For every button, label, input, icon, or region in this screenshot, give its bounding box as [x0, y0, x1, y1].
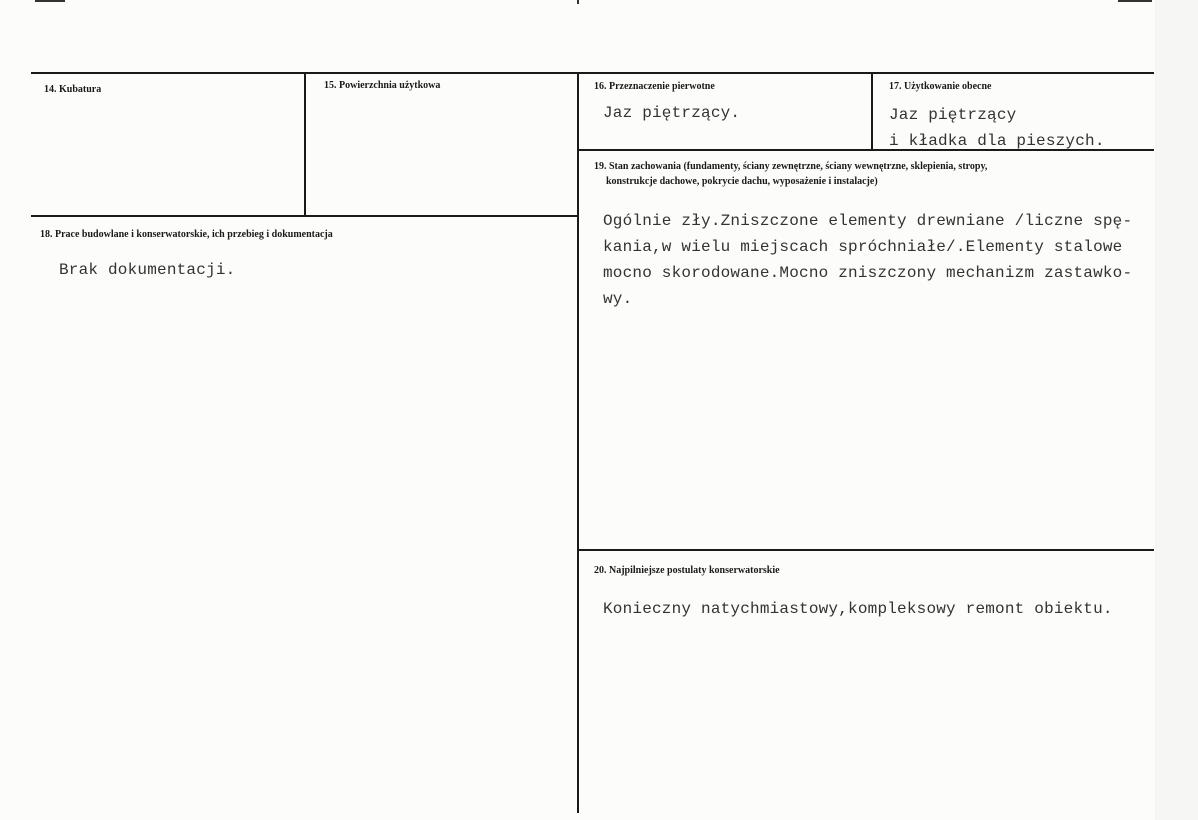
row-top-rule — [31, 72, 1154, 74]
field-17-value-line-2: i kładka dla pieszych. — [889, 132, 1105, 150]
top-tick-right — [1118, 0, 1152, 2]
rule-below-15 — [31, 215, 578, 217]
field-15-label: 15. Powierzchnia użytkowa — [324, 80, 441, 91]
field-19-label-line-2: konstrukcje dachowe, pokrycie dachu, wyposażenie i instalacje) — [606, 176, 878, 187]
field-19-value-line-3: mocno skorodowane.Mocno zniszczony mechanizm zastawko- — [603, 264, 1133, 282]
field-20-label: 20. Najpilniejsze postulaty konserwatorskie — [594, 565, 780, 576]
field-14-label: 14. Kubatura — [44, 84, 102, 95]
field-20-value: Konieczny natychmiastowy,kompleksowy remont obiektu. — [603, 600, 1113, 618]
field-19-value-line-4: wy. — [603, 290, 633, 308]
field-19-value-line-1: Ogólnie zły.Zniszczone elementy drewniane /liczne spę- — [603, 212, 1133, 230]
field-19-label-line-1: 19. Stan zachowania (fundamenty, ściany zewnętrzne, ściany wewnętrzne, sklepienia, stropy, — [594, 161, 988, 172]
divider-14-15 — [304, 73, 306, 217]
top-tick-center — [577, 0, 579, 4]
divider-16-17 — [871, 73, 873, 150]
field-18-label: 18. Prace budowlane i konserwatorskie, ich przebieg i dokumentacja — [40, 229, 333, 240]
card-edge-shadow — [1155, 0, 1198, 820]
field-16-value: Jaz piętrzący. — [603, 104, 741, 122]
divider-center — [577, 73, 579, 813]
field-17-label: 17. Użytkowanie obecne — [889, 81, 992, 92]
field-19-value-line-2: kania,w wielu miejscach spróchniałe/.Elementy stalowe — [603, 238, 1123, 256]
field-18-value: Brak dokumentacji. — [59, 261, 236, 279]
field-16-label: 16. Przeznaczenie pierwotne — [594, 81, 715, 92]
rule-below-19 — [578, 549, 1154, 551]
top-tick-left — [35, 0, 65, 2]
field-17-value-line-1: Jaz piętrzący — [889, 106, 1017, 124]
